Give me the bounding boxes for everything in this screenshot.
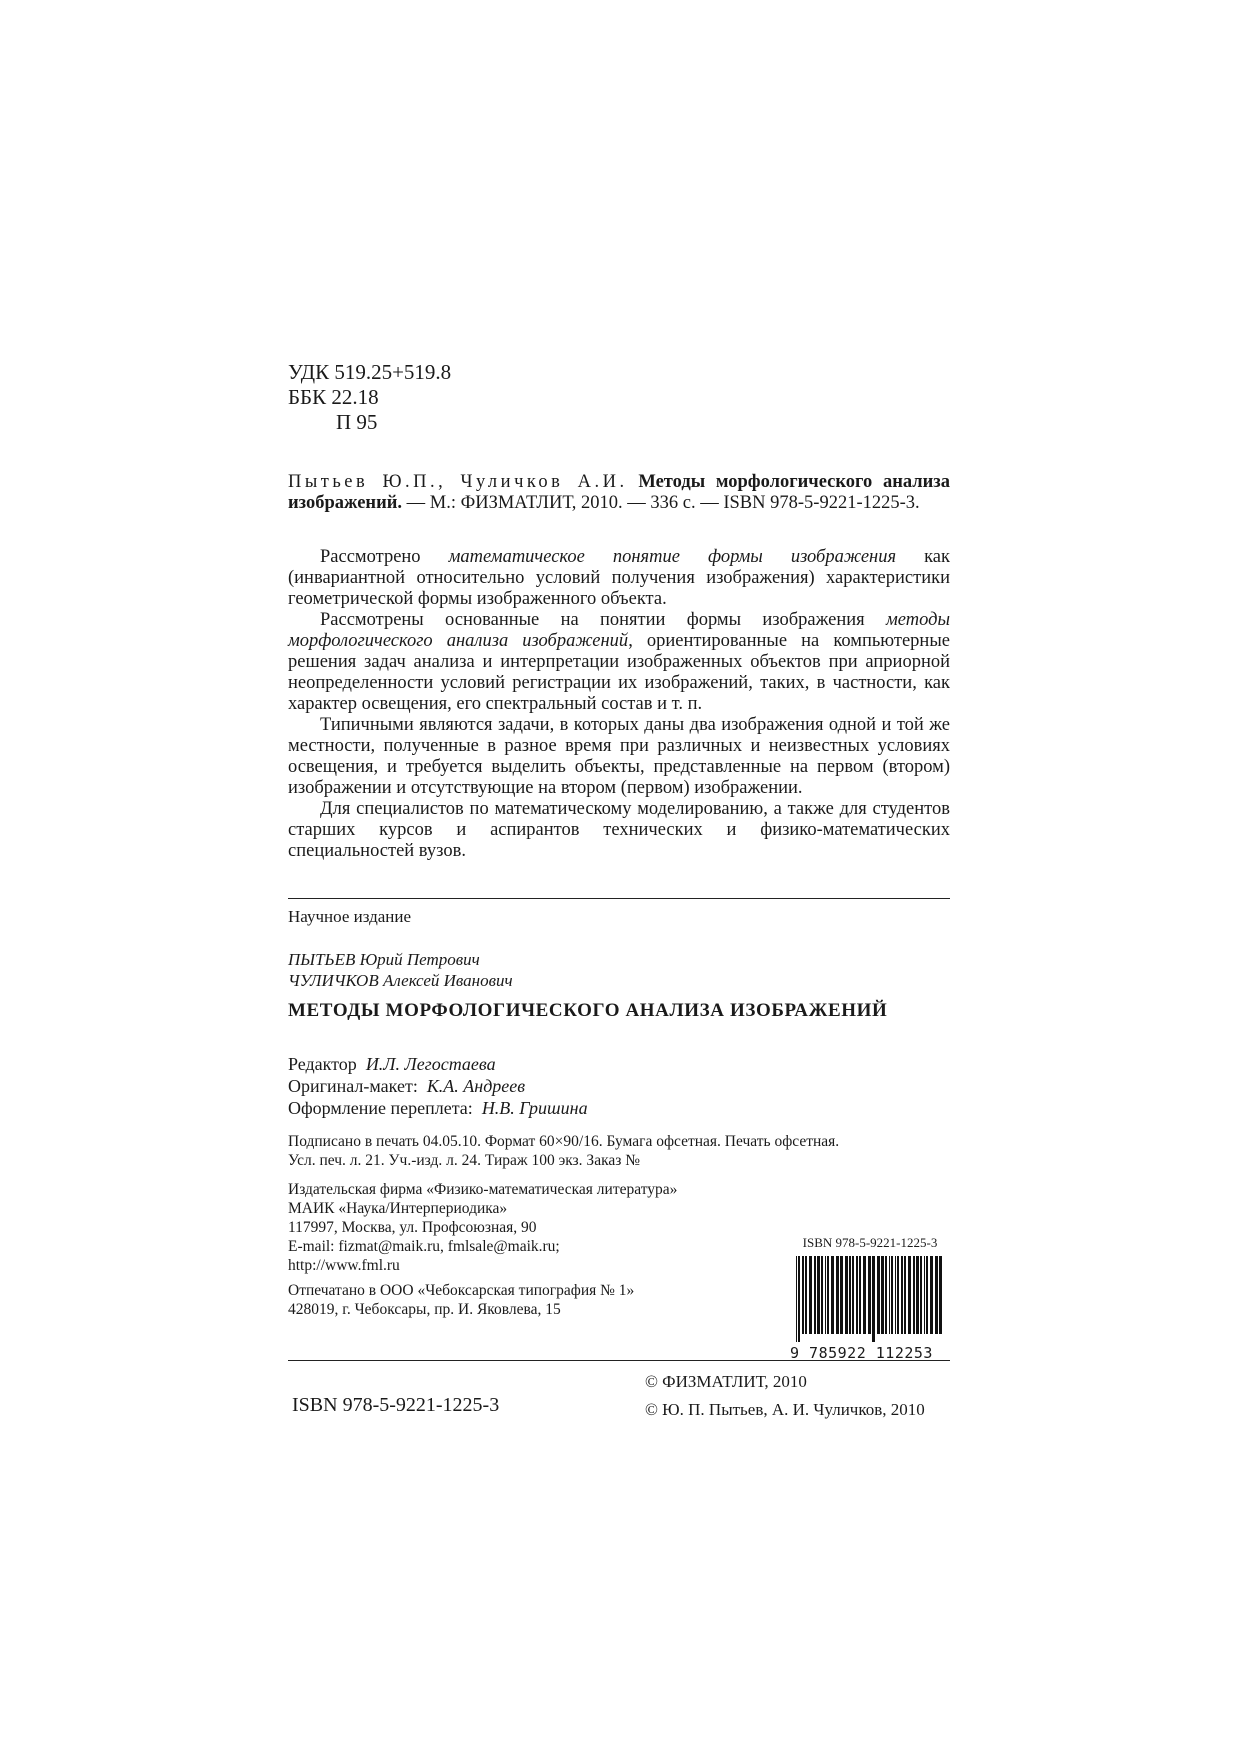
- barcode-bar: [913, 1256, 915, 1334]
- abstract-paragraph-4: Для специалистов по математическому моделированию, а также для студентов старших курсов и аспирантов технических и физико-математических специальностей вузов.: [288, 799, 950, 861]
- bibliographic-citation: [288, 472, 950, 514]
- barcode-bar: [901, 1256, 903, 1334]
- barcode-bar: [924, 1256, 925, 1334]
- abstract-paragraph-2: Рассмотрены основанные на понятии формы изображения методы морфологического анализа изображений, ориентированные на компьютерные решения задач анализа и интерпретации изображенных объектов при априорной неопределенности условий регистрации их изображений, таких, в частности, как характер освещения, его спектральный состав и т. п.: [288, 610, 950, 714]
- barcode-bar: [859, 1256, 861, 1334]
- barcode-bar: [930, 1256, 933, 1334]
- divider-top: [288, 898, 950, 899]
- edition-type: Научное издание: [288, 907, 412, 926]
- isbn-barcode: [790, 1235, 950, 1362]
- barcode-bar: [872, 1256, 875, 1342]
- barcode-bar: [798, 1256, 800, 1342]
- barcode-bar: [821, 1256, 823, 1334]
- copyright-block: [645, 1368, 925, 1424]
- barcode-bar: [802, 1256, 804, 1334]
- credit-cover: Оформление переплета: Н.В. Гришина: [288, 1098, 588, 1118]
- abstract-paragraph-3: Типичными являются задачи, в которых даны два изображения одной и той же местности, полученные в разное время при различных и неизвестных условиях освещения, и требуется выделить объекты, представленные на первом (втором) изображении и отсутствующие на втором (первом) изображении.: [288, 715, 950, 798]
- barcode-bar: [885, 1256, 887, 1334]
- barcode-isbn-label: ISBN 978-5-9221-1225-3: [802, 1235, 938, 1250]
- barcode-bar: [895, 1256, 896, 1334]
- barcode-bar: [904, 1256, 906, 1334]
- barcode-digits: 9 785922 112253: [790, 1344, 933, 1362]
- copyright-authors: © Ю. П. Пытьев, А. И. Чуличков, 2010: [645, 1400, 925, 1419]
- printer-info: Отпечатано в ООО «Чебоксарская типография № 1» 428019, г. Чебоксары, пр. И. Яковлева, 15: [288, 1282, 635, 1318]
- credits: [288, 1053, 588, 1119]
- barcode-bar: [852, 1256, 854, 1334]
- publisher-info: Издательская фирма «Физико-математическая литература» МАИК «Наука/Интерпериодика» 117997, Москва, ул. Профсоюзная, 90 E-mail: fizmat@maik.ru, fmlsale@maik.ru; http://www.fml.ru: [288, 1181, 678, 1274]
- udk-code: УДК 519.25+519.8: [288, 360, 452, 384]
- barcode-bar: [845, 1256, 848, 1334]
- barcode-bar: [796, 1256, 797, 1342]
- barcode-bar: [825, 1256, 826, 1334]
- divider-bottom: [288, 1360, 950, 1361]
- author-1: ПЫТЬЕВ Юрий Петрович: [288, 950, 480, 969]
- bbk-code: ББК 22.18: [288, 385, 379, 409]
- abstract-paragraph-1: Рассмотрено математическое понятие формы изображения как (инвариантной относительно условий получения изображения) характеристики геометрической формы изображенного объекта.: [288, 547, 950, 609]
- copyright-publisher: © ФИЗМАТЛИТ, 2010: [645, 1372, 807, 1391]
- barcode-bar: [831, 1256, 834, 1334]
- barcode-bar: [908, 1256, 911, 1334]
- barcode-bar: [856, 1256, 858, 1334]
- barcode-bar: [926, 1256, 928, 1334]
- barcode-bar: [877, 1256, 880, 1334]
- barcode-bar: [805, 1256, 807, 1334]
- barcode-bar: [881, 1256, 884, 1334]
- abstract: [288, 547, 950, 862]
- barcode-bar: [916, 1256, 919, 1334]
- print-info: Подписано в печать 04.05.10. Формат 60×90/16. Бумага офсетная. Печать офсетная. Усл. печ. л. 21. Уч.-изд. л. 24. Тираж 100 экз. Заказ №: [288, 1133, 840, 1169]
- credit-layout: Оригинал-макет: К.А. Андреев: [288, 1076, 526, 1096]
- author-2: ЧУЛИЧКОВ Алексей Иванович: [288, 971, 513, 990]
- barcode-bar: [868, 1256, 871, 1334]
- classification-codes: [288, 360, 451, 435]
- footer-isbn: ISBN 978-5-9221-1225-3: [292, 1394, 500, 1416]
- barcode-bar: [939, 1256, 942, 1334]
- barcode-bar: [935, 1256, 938, 1334]
- credit-editor: Редактор И.Л. Легостаева: [288, 1054, 496, 1074]
- barcode-bar: [920, 1256, 922, 1334]
- barcode-bar: [849, 1256, 851, 1334]
- citation-title: Методы морфологического анализа изображений.: [288, 472, 950, 513]
- barcode-bar: [827, 1256, 829, 1334]
- citation-authors: Пытьев Ю.П., Чуличков А.И.: [288, 472, 628, 492]
- citation-rest: — М.: ФИЗМАТЛИТ, 2010. — 336 с. — ISBN 978-5-9221-1225-3.: [406, 493, 920, 513]
- barcode-bar: [891, 1256, 893, 1334]
- barcode-bar: [814, 1256, 816, 1334]
- barcode-bar: [863, 1256, 866, 1334]
- barcode-bar: [809, 1256, 812, 1334]
- barcode-bar: [897, 1256, 899, 1334]
- barcode-bar: [836, 1256, 839, 1334]
- author-mark: П 95: [336, 410, 378, 434]
- barcode-bar: [889, 1256, 890, 1334]
- book-title: МЕТОДЫ МОРФОЛОГИЧЕСКОГО АНАЛИЗА ИЗОБРАЖЕНИЙ: [288, 1000, 888, 1021]
- barcode-bar: [840, 1256, 843, 1334]
- barcode-icon: [794, 1256, 948, 1342]
- barcode-bar: [817, 1256, 820, 1334]
